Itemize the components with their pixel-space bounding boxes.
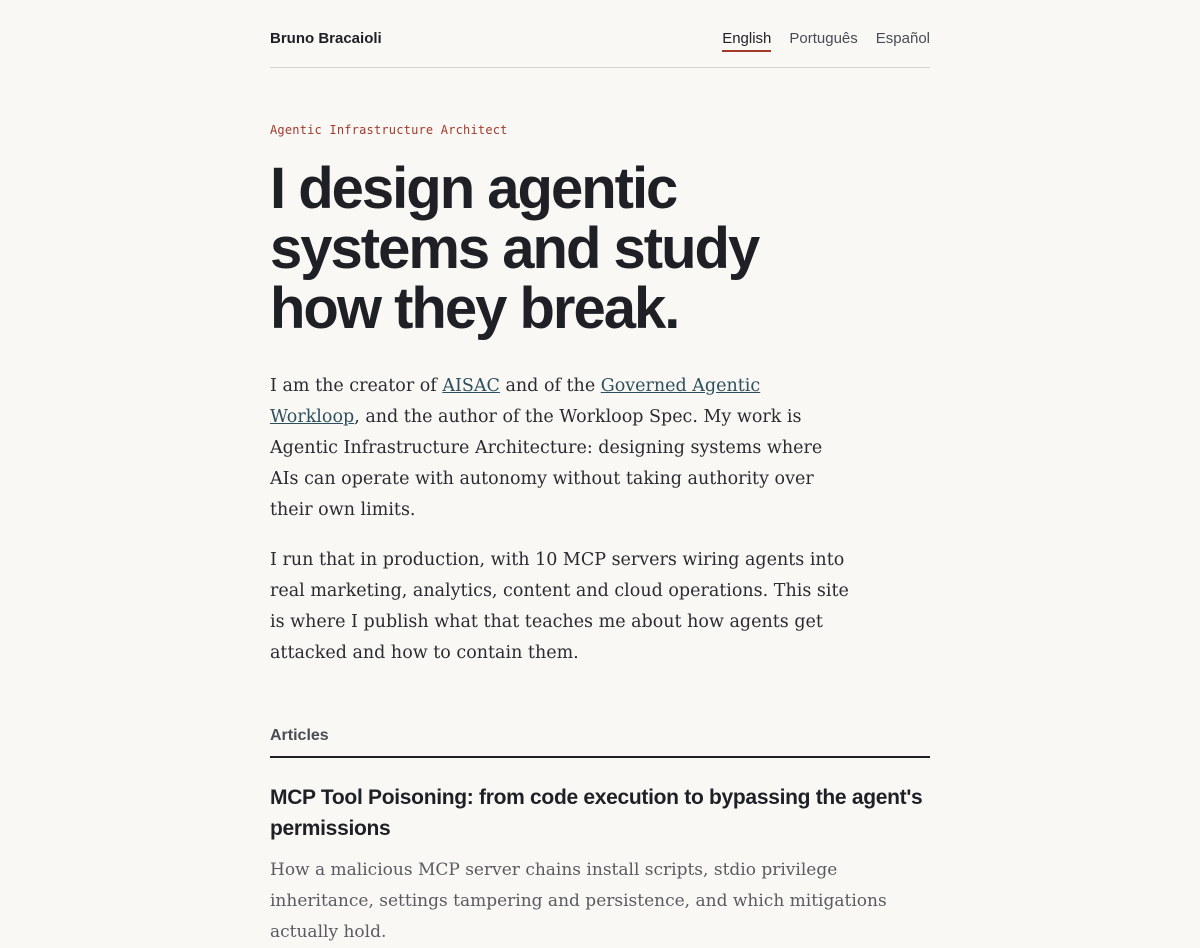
hero-eyebrow: Agentic Infrastructure Architect xyxy=(270,123,508,137)
intro-text-2: and of the xyxy=(499,376,601,396)
aisac-link[interactable]: AISAC xyxy=(442,376,500,396)
intro-paragraph-1 xyxy=(270,371,850,526)
lang-portugues-link[interactable]: Português xyxy=(789,30,858,47)
articles-heading: Articles xyxy=(270,727,930,758)
intro-text-3: , and the author of the Workloop Spec. My work is Agentic Infrastructure Architecture: designing systems where AIs can operate with autonomy without taking authority over their own limits. xyxy=(270,407,823,520)
article-title-link[interactable]: MCP Tool Poisoning: from code execution to bypassing the agent's permissions xyxy=(270,786,923,840)
site-header xyxy=(270,0,930,68)
lang-english-link[interactable]: English xyxy=(722,30,771,52)
intro-paragraph-2: I run that in production, with 10 MCP servers wiring agents into real marketing, analytics, content and cloud operations. This site is where I publish what that teaches me about how agents get attacked and how to contain them. xyxy=(270,550,849,663)
language-nav xyxy=(722,30,930,52)
hero xyxy=(270,123,930,669)
intro-text-1: I am the creator of xyxy=(270,376,443,396)
governed-agentic-workloop-link[interactable]: Governed Agentic Workloop xyxy=(270,376,761,427)
page xyxy=(270,0,930,948)
hero-title: I design agentic systems and study how they break. xyxy=(270,156,759,341)
brand-link[interactable]: Bruno Bracaioli xyxy=(270,30,382,47)
article-item xyxy=(270,758,930,948)
article-description: How a malicious MCP server chains install scripts, stdio privilege inheritance, settings tampering and persistence, and which mitigations actually hold. xyxy=(270,860,887,942)
lang-espanol-link[interactable]: Español xyxy=(875,30,930,47)
intro xyxy=(270,371,850,669)
articles-section xyxy=(270,727,930,948)
